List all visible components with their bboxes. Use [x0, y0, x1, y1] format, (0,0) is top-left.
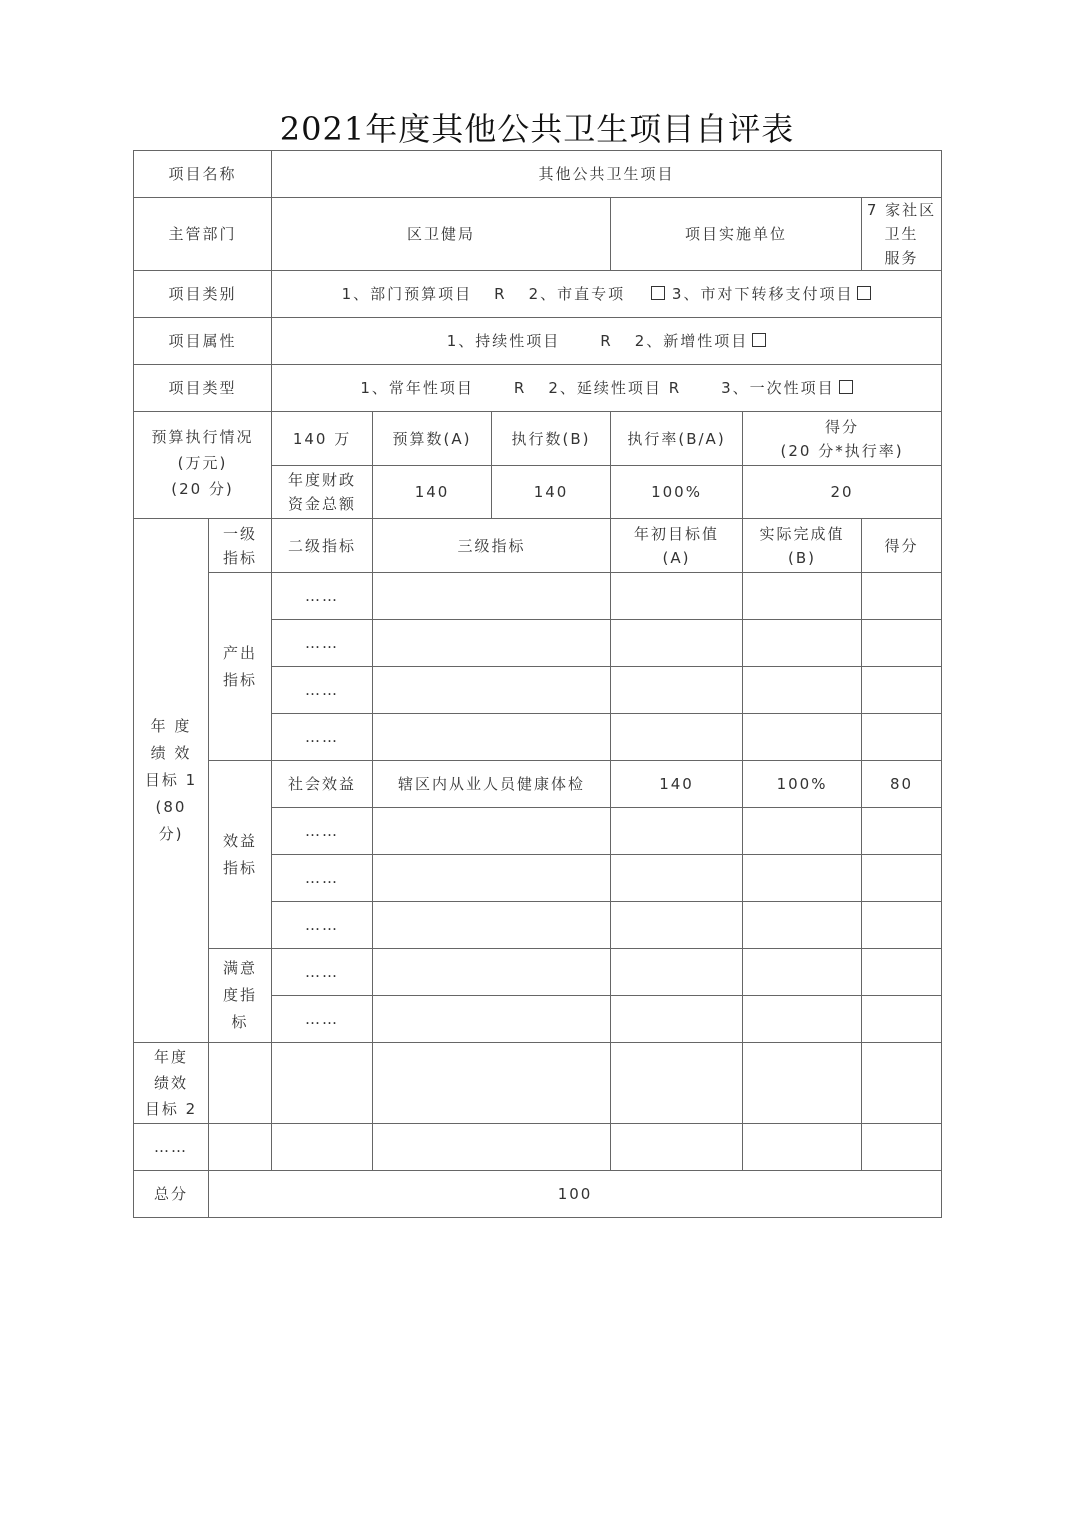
benefit-target[interactable] — [611, 902, 743, 949]
benefit-level3[interactable] — [373, 902, 611, 949]
budget-label — [134, 412, 272, 519]
attribute-label: 项目属性 — [134, 318, 272, 365]
impl-value-line2: 服务 — [884, 249, 919, 267]
benefit-level2: …… — [272, 808, 373, 855]
budget-amount: 140 万 — [272, 412, 373, 466]
impl-label: 项目实施单位 — [611, 198, 862, 271]
benefit-label-line1: 效益 — [223, 831, 258, 850]
benefit-level3[interactable] — [373, 808, 611, 855]
budget-label-line2: (万元) — [177, 454, 228, 472]
benefit-target[interactable] — [611, 808, 743, 855]
budget-col-b: 执行数(B) — [492, 412, 611, 466]
impl-value-line1: 7 家社区卫生 — [866, 201, 937, 243]
goal1-label-line5: 分) — [158, 825, 184, 843]
impl-value — [862, 198, 942, 271]
type-label: 项目类型 — [134, 365, 272, 412]
attribute-options — [272, 318, 942, 365]
output-level3[interactable] — [373, 714, 611, 761]
more-level2[interactable] — [272, 1124, 373, 1171]
benefit-score[interactable] — [862, 808, 942, 855]
goal1-label-line3: 目标 1 — [144, 771, 198, 789]
category-opt3-checkbox[interactable] — [857, 286, 871, 300]
satisfaction-score[interactable] — [862, 996, 942, 1043]
benefit-label — [209, 761, 272, 949]
page-title: 2021年度其他公共卫生项目自评表 — [279, 110, 795, 148]
header-level1-line1: 一级 — [223, 524, 258, 543]
output-level3[interactable] — [373, 667, 611, 714]
type-opt1-mark[interactable]: R — [513, 379, 527, 397]
attribute-opt2: 2、新增性项目 — [634, 332, 749, 350]
output-level3[interactable] — [373, 573, 611, 620]
row-project-name — [134, 151, 942, 198]
satisfaction-label-line3: 标 — [231, 1013, 249, 1031]
satisfaction-actual[interactable] — [743, 996, 862, 1043]
budget-col-score — [743, 412, 942, 466]
header-target-line2: (A) — [662, 548, 691, 567]
satisfaction-level2: …… — [272, 949, 373, 996]
satisfaction-level3[interactable] — [373, 996, 611, 1043]
more-row — [134, 1124, 942, 1171]
goal2-level3[interactable] — [373, 1043, 611, 1124]
more-level3[interactable] — [373, 1124, 611, 1171]
budget-b-value: 140 — [492, 466, 611, 519]
project-name-value: 其他公共卫生项目 — [272, 151, 942, 198]
row-attribute — [134, 318, 942, 365]
satisfaction-label — [209, 949, 272, 1043]
budget-col-a: 预算数(A) — [373, 412, 492, 466]
header-actual-line2: (B) — [788, 548, 817, 567]
satisfaction-level3[interactable] — [373, 949, 611, 996]
attribute-opt1-mark[interactable]: R — [600, 332, 613, 350]
output-score[interactable] — [862, 620, 942, 667]
more-actual[interactable] — [743, 1124, 862, 1171]
social-score: 80 — [862, 761, 942, 808]
output-row — [134, 573, 942, 620]
row-indicator-header — [134, 519, 942, 573]
budget-total-label-line2: 资金总额 — [288, 495, 357, 513]
output-level2: …… — [272, 620, 373, 667]
header-level1-line2: 指标 — [223, 548, 258, 567]
goal1-label-line4: (80 — [155, 798, 187, 816]
type-options — [272, 365, 942, 412]
budget-label-line3: (20 分) — [171, 480, 234, 498]
output-actual[interactable] — [743, 573, 862, 620]
row-budget-header — [134, 412, 942, 466]
goal2-actual[interactable] — [743, 1043, 862, 1124]
satisfaction-row — [134, 949, 942, 996]
satisfaction-label-line2: 度指 — [223, 986, 258, 1004]
header-score: 得分 — [862, 519, 942, 573]
category-opt2: 2、市直专项 — [528, 285, 626, 303]
goal1-label-line2: 绩 效 — [150, 744, 192, 762]
social-target: 140 — [611, 761, 743, 808]
budget-col-score-line2: (20 分*执行率) — [780, 441, 904, 460]
satisfaction-score[interactable] — [862, 949, 942, 996]
more-target[interactable] — [611, 1124, 743, 1171]
output-actual[interactable] — [743, 620, 862, 667]
output-level2: …… — [272, 573, 373, 620]
row-category — [134, 271, 942, 318]
goal2-level1[interactable] — [209, 1043, 272, 1124]
header-target — [611, 519, 743, 573]
satisfaction-level2: …… — [272, 996, 373, 1043]
satisfaction-target[interactable] — [611, 996, 743, 1043]
type-opt1: 1、常年性项目 — [360, 379, 474, 397]
output-actual[interactable] — [743, 667, 862, 714]
benefit-score[interactable] — [862, 902, 942, 949]
type-opt3: 3、一次性项目 — [721, 379, 835, 397]
social-actual: 100% — [743, 761, 862, 808]
output-target[interactable] — [611, 573, 743, 620]
header-actual-line1: 实际完成值 — [759, 524, 845, 543]
more-score[interactable] — [862, 1124, 942, 1171]
output-level3[interactable] — [373, 620, 611, 667]
budget-label-line1: 预算执行情况 — [151, 428, 254, 446]
goal1-label — [134, 519, 209, 1043]
benefit-level2: …… — [272, 855, 373, 902]
goal2-label-line2: 绩效 — [153, 1074, 188, 1092]
type-opt2: 2、延续性项目 — [548, 379, 662, 397]
satisfaction-target[interactable] — [611, 949, 743, 996]
benefit-actual[interactable] — [743, 808, 862, 855]
attribute-opt1: 1、持续性项目 — [446, 332, 561, 350]
output-label — [209, 573, 272, 761]
budget-col-score-line1: 得分 — [825, 417, 860, 436]
budget-total-label — [272, 466, 373, 519]
benefit-actual[interactable] — [743, 902, 862, 949]
more-label: …… — [134, 1124, 209, 1171]
goal2-label-line1: 年度 — [153, 1048, 188, 1066]
satisfaction-label-line1: 满意 — [223, 959, 258, 977]
dept-label: 主管部门 — [134, 198, 272, 271]
output-target[interactable] — [611, 714, 743, 761]
benefit-level3[interactable] — [373, 855, 611, 902]
satisfaction-actual[interactable] — [743, 949, 862, 996]
benefit-score[interactable] — [862, 855, 942, 902]
total-value: 100 — [209, 1171, 942, 1218]
header-target-line1: 年初目标值 — [634, 524, 720, 543]
header-level1 — [209, 519, 272, 573]
goal2-target[interactable] — [611, 1043, 743, 1124]
category-label: 项目类别 — [134, 271, 272, 318]
goal2-label — [134, 1043, 209, 1124]
benefit-target[interactable] — [611, 855, 743, 902]
goal2-level2[interactable] — [272, 1043, 373, 1124]
category-opt1-mark[interactable]: R — [494, 285, 507, 303]
more-level1[interactable] — [209, 1124, 272, 1171]
social-level3: 辖区内从业人员健康体检 — [373, 761, 611, 808]
social-level2: 社会效益 — [272, 761, 373, 808]
output-score[interactable] — [862, 714, 942, 761]
budget-rate-value: 100% — [611, 466, 743, 519]
benefit-actual[interactable] — [743, 855, 862, 902]
goal2-row — [134, 1043, 942, 1124]
budget-a-value: 140 — [373, 466, 492, 519]
dept-value: 区卫健局 — [272, 198, 611, 271]
benefit-level2: …… — [272, 902, 373, 949]
output-actual[interactable] — [743, 714, 862, 761]
total-label: 总分 — [134, 1171, 209, 1218]
budget-score-value: 20 — [743, 466, 942, 519]
output-score[interactable] — [862, 573, 942, 620]
budget-total-label-line1: 年度财政 — [288, 471, 357, 489]
row-type — [134, 365, 942, 412]
attribute-opt2-checkbox[interactable] — [752, 333, 766, 347]
category-options — [272, 271, 942, 318]
budget-col-rate: 执行率(B/A) — [611, 412, 743, 466]
type-opt3-checkbox[interactable] — [839, 380, 853, 394]
output-label-line2: 指标 — [223, 670, 258, 689]
self-evaluation-table — [133, 150, 942, 1218]
output-target[interactable] — [611, 620, 743, 667]
benefit-label-line2: 指标 — [223, 858, 258, 877]
goal1-label-line1: 年 度 — [150, 717, 192, 735]
output-level2: …… — [272, 714, 373, 761]
output-target[interactable] — [611, 667, 743, 714]
goal2-score[interactable] — [862, 1043, 942, 1124]
output-level2: …… — [272, 667, 373, 714]
output-score[interactable] — [862, 667, 942, 714]
header-level3: 三级指标 — [373, 519, 611, 573]
row-department — [134, 198, 942, 271]
output-label-line1: 产出 — [223, 643, 258, 662]
header-actual — [743, 519, 862, 573]
benefit-row-social — [134, 761, 942, 808]
total-row — [134, 1171, 942, 1218]
category-opt2-checkbox[interactable] — [651, 286, 665, 300]
category-opt1: 1、部门预算项目 — [341, 285, 473, 303]
goal2-label-line3: 目标 2 — [144, 1100, 198, 1118]
project-name-label: 项目名称 — [134, 151, 272, 198]
category-opt3: 3、市对下转移支付项目 — [671, 285, 854, 303]
type-opt2-mark[interactable]: R — [668, 379, 682, 397]
header-level2: 二级指标 — [272, 519, 373, 573]
